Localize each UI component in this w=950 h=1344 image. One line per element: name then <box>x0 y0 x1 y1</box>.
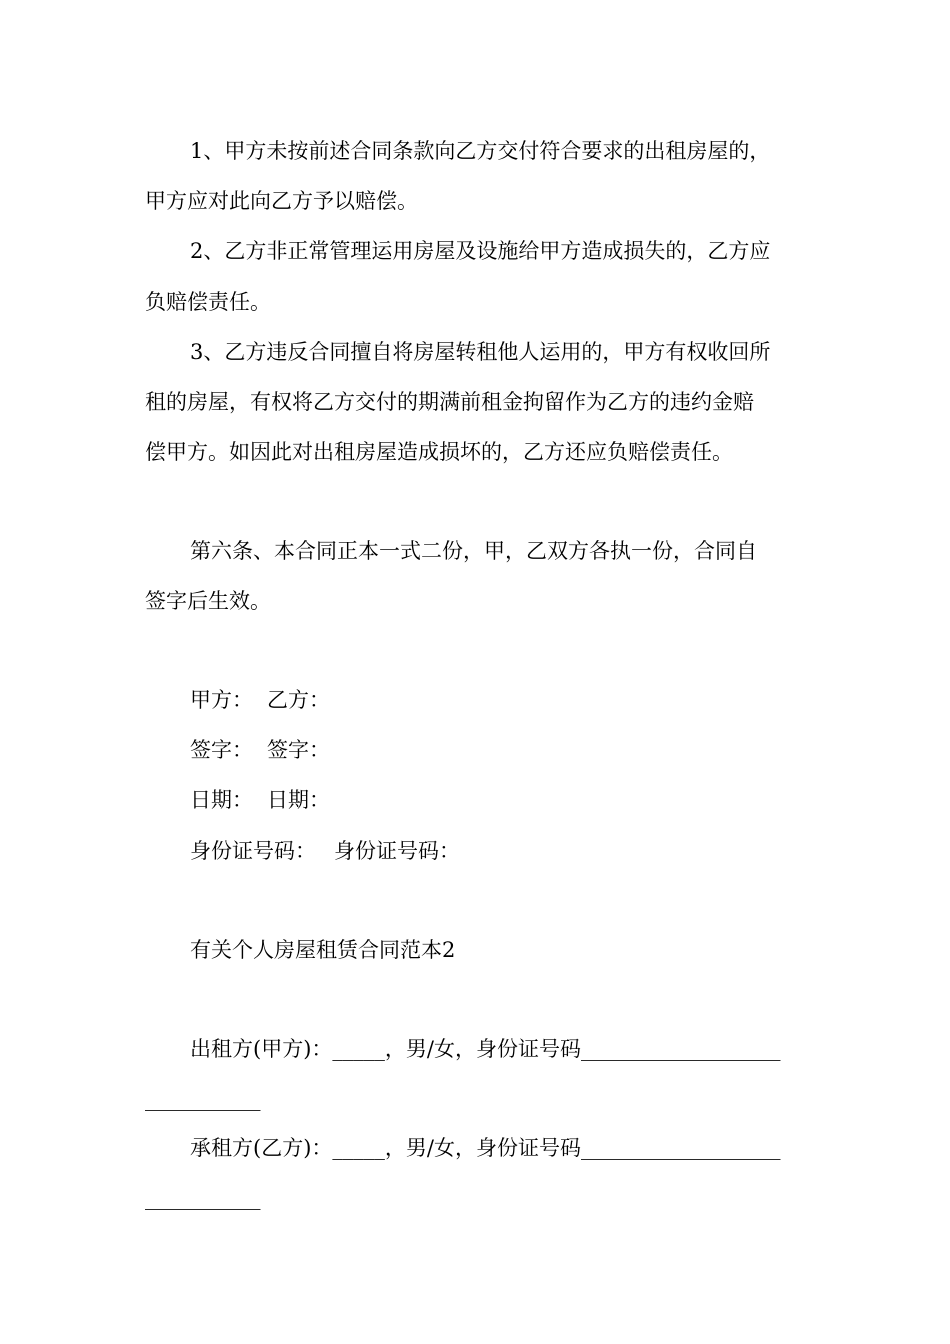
clause-3-line-2: 租的房屋，有权将乙方交付的期满前租金拘留作为乙方的违约金赔 <box>145 390 754 414</box>
party-a-label: 甲方： <box>190 688 253 712</box>
date-a-label: 日期： <box>190 788 253 812</box>
party-b-label: 乙方： <box>267 688 330 712</box>
signature-date-row <box>190 788 330 812</box>
template-2-title: 有关个人房屋租赁合同范本2 <box>190 938 456 962</box>
sign-a-label: 签字： <box>190 738 253 762</box>
clause-2-line-2: 负赔偿责任。 <box>145 290 271 314</box>
signature-id-row <box>190 839 460 863</box>
article-6-line-1: 第六条、本合同正本一式二份，甲，乙双方各执一份，合同自 <box>190 539 757 563</box>
clause-3-line-3: 偿甲方。如因此对出租房屋造成损坏的，乙方还应负赔偿责任。 <box>145 440 733 464</box>
lessor-line-1: 出租方(甲方)：_____，男/女，身份证号码___________________ <box>190 1037 781 1061</box>
clause-1-line-1: 1、甲方未按前述合同条款向乙方交付符合要求的出租房屋的， <box>190 139 771 163</box>
sign-b-label: 签字： <box>267 738 330 762</box>
id-b-label: 身份证号码： <box>334 839 460 863</box>
date-b-label: 日期： <box>267 788 330 812</box>
lessor-line-2: ___________ <box>145 1087 261 1111</box>
id-a-label: 身份证号码： <box>190 839 316 863</box>
clause-1-line-2: 甲方应对此向乙方予以赔偿。 <box>145 189 418 213</box>
signature-party-row <box>190 688 330 712</box>
clause-2-line-1: 2、乙方非正常管理运用房屋及设施给甲方造成损失的，乙方应 <box>190 239 771 263</box>
clause-3-line-1: 3、乙方违反合同擅自将房屋转租他人运用的，甲方有权收回所 <box>190 340 771 364</box>
signature-sign-row <box>190 738 330 762</box>
lessee-line-2: ___________ <box>145 1186 261 1210</box>
article-6-line-2: 签字后生效。 <box>145 589 271 613</box>
lessee-line-1: 承租方(乙方)：_____，男/女，身份证号码___________________ <box>190 1136 781 1160</box>
